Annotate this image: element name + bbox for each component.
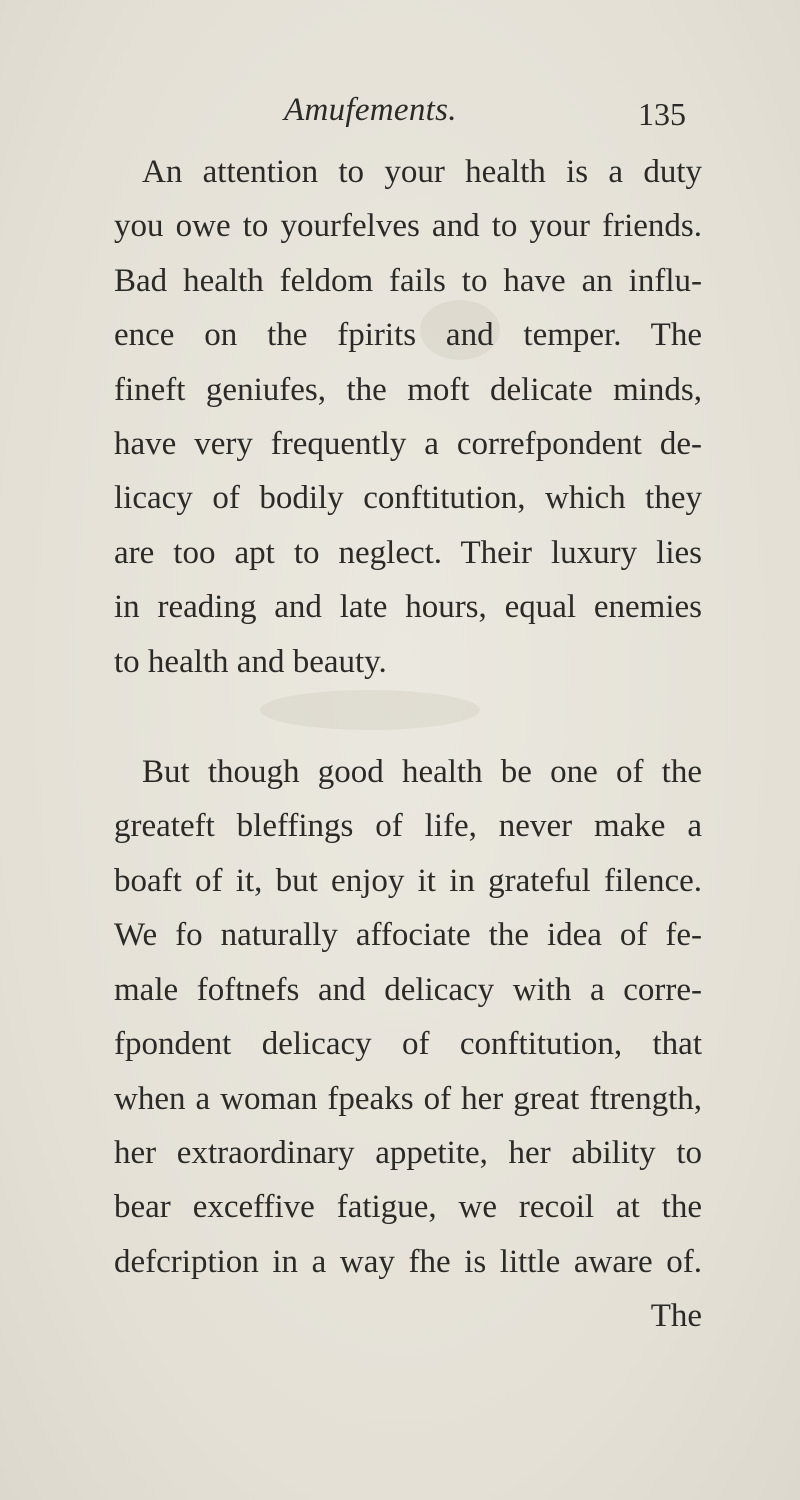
paragraph-1 <box>114 145 702 689</box>
text-line: boaft of it, but enjoy it in grateful filence. <box>114 862 702 899</box>
text-line: bear exceffive fatigue, we recoil at the <box>114 1189 702 1226</box>
text-line: Bad health feldom fails to have an influ- <box>114 262 702 299</box>
text-line: licacy of bodily conftitution, which they <box>114 480 702 517</box>
text-line: We fo naturally affociate the idea of fe- <box>114 917 702 954</box>
paragraph-2 <box>114 745 702 1289</box>
text-line: in reading and late hours, equal enemies <box>114 589 702 626</box>
text-line: fpondent delicacy of conftitution, that <box>114 1026 702 1063</box>
text-line: have very frequently a correfpondent de- <box>114 426 702 463</box>
page-header <box>0 92 800 132</box>
text-line: An attention to your health is a duty <box>142 154 702 190</box>
text-line: when a woman fpeaks of her great ftrength, <box>114 1080 702 1117</box>
text-line: are too apt to neglect. Their luxury lies <box>114 534 702 571</box>
text-line: to health and beauty. <box>114 643 387 680</box>
catchword: The <box>650 1298 702 1335</box>
paragraph-gap <box>114 689 702 745</box>
body-text <box>114 145 702 1344</box>
text-line: male foftnefs and delicacy with a corre- <box>114 971 702 1008</box>
text-line: fineft geniufes, the moft delicate minds, <box>114 371 702 408</box>
text-line: you owe to yourfelves and to your friends. <box>114 208 702 245</box>
page-number: 135 <box>638 96 686 132</box>
text-line: But though good health be one of the <box>142 754 702 791</box>
running-title: Amufements. <box>284 92 457 128</box>
text-line: her extraordinary appetite, her ability to <box>114 1134 702 1171</box>
text-line: ence on the fpirits and temper. The <box>114 317 702 354</box>
text-line: defcription in a way fhe is little aware of. <box>114 1243 702 1280</box>
text-line: greateft bleffings of life, never make a <box>114 808 702 845</box>
